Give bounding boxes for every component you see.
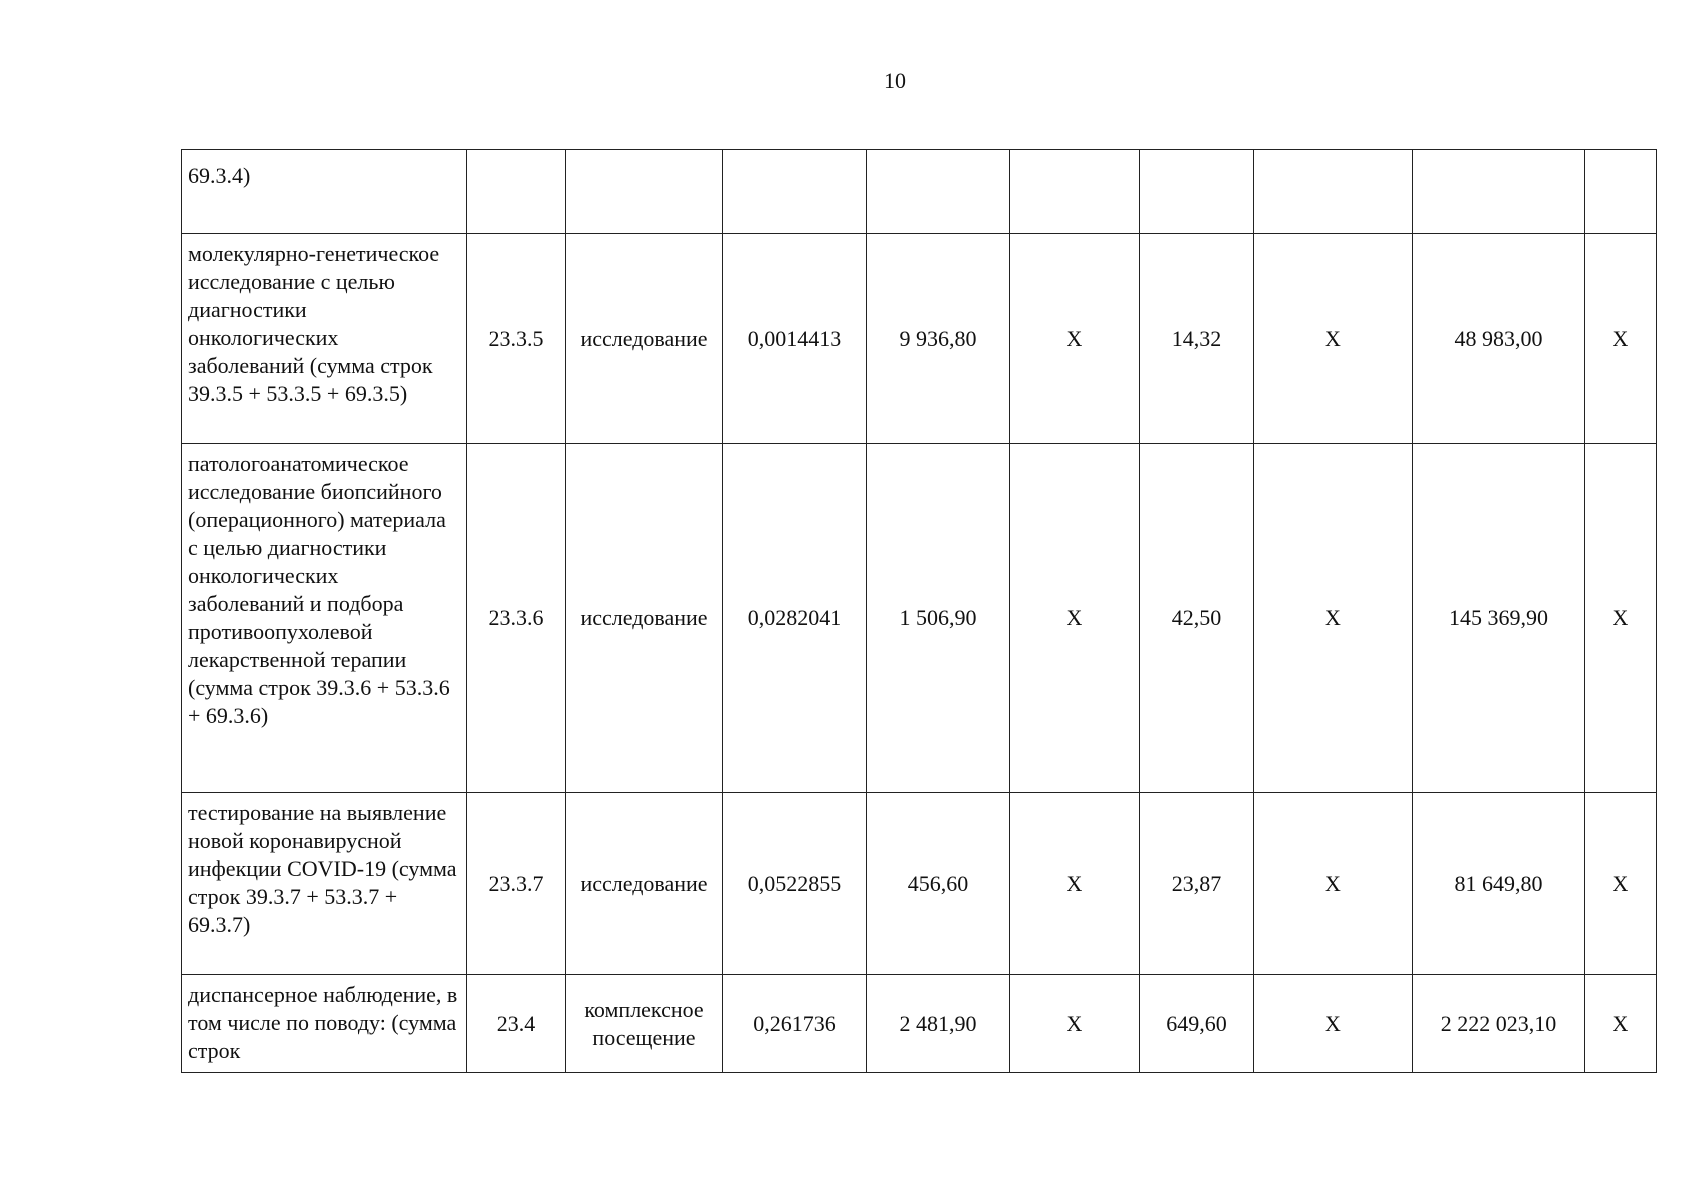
row-total-cell: 2 222 023,10: [1413, 975, 1585, 1073]
row-x-cell: X: [1010, 444, 1140, 793]
row-x-cell: [1254, 150, 1413, 234]
table-row: [182, 444, 1657, 793]
row-x-cell: X: [1254, 975, 1413, 1073]
row-code-cell: 23.3.7: [467, 793, 566, 975]
row-x-cell: X: [1010, 975, 1140, 1073]
row-cost-cell: 456,60: [867, 793, 1010, 975]
row-x-cell: X: [1254, 793, 1413, 975]
row-volume-cell: 0,0014413: [723, 234, 867, 444]
row-total-cell: 81 649,80: [1413, 793, 1585, 975]
row-x-cell: X: [1585, 444, 1657, 793]
row-cost-cell: 9 936,80: [867, 234, 1010, 444]
row-unit-cell: комплексное посещение: [566, 975, 723, 1073]
table-row: [182, 234, 1657, 444]
row-volume-cell: [723, 150, 867, 234]
row-code-cell: 23.4: [467, 975, 566, 1073]
row-cost-cell: 2 481,90: [867, 975, 1010, 1073]
page-number: 10: [884, 68, 906, 93]
row-unit-cell: исследование: [566, 444, 723, 793]
row-code-cell: 23.3.5: [467, 234, 566, 444]
row-x-cell: X: [1254, 444, 1413, 793]
row-total-cell: 145 369,90: [1413, 444, 1585, 793]
table-row: [182, 793, 1657, 975]
row-per-capita-cell: 23,87: [1140, 793, 1254, 975]
row-unit-cell: исследование: [566, 793, 723, 975]
row-per-capita-cell: [1140, 150, 1254, 234]
row-x-cell: X: [1010, 234, 1140, 444]
row-name-cell: патологоанатомическое исследование биопсийного (операционного) материала с целью диагностики онкологических заболеваний и подбора противоопухолевой лекарственной терапии (сумма строк 39.3.6 + 53.3.6 + 69.3.6): [182, 444, 467, 793]
row-volume-cell: 0,0522855: [723, 793, 867, 975]
data-table: [181, 149, 1657, 1073]
row-total-cell: [1413, 150, 1585, 234]
row-cost-cell: 1 506,90: [867, 444, 1010, 793]
row-name-cell: молекулярно-генетическое исследование с целью диагностики онкологических заболеваний (сумма строк 39.3.5 + 53.3.5 + 69.3.5): [182, 234, 467, 444]
row-cost-cell: [867, 150, 1010, 234]
row-volume-cell: 0,0282041: [723, 444, 867, 793]
row-code-cell: 23.3.6: [467, 444, 566, 793]
row-name-cell: диспансерное наблюдение, в том числе по поводу: (сумма строк: [182, 975, 467, 1073]
row-per-capita-cell: 14,32: [1140, 234, 1254, 444]
row-unit-cell: [566, 150, 723, 234]
row-name-cell: тестирование на выявление новой коронавирусной инфекции COVID-19 (сумма строк 39.3.7 + 53.3.7 + 69.3.7): [182, 793, 467, 975]
row-unit-cell: исследование: [566, 234, 723, 444]
row-per-capita-cell: 42,50: [1140, 444, 1254, 793]
row-x-cell: X: [1585, 234, 1657, 444]
row-per-capita-cell: 649,60: [1140, 975, 1254, 1073]
row-x-cell: X: [1010, 793, 1140, 975]
row-x-cell: X: [1585, 793, 1657, 975]
row-x-cell: [1010, 150, 1140, 234]
row-total-cell: 48 983,00: [1413, 234, 1585, 444]
row-name-cell: 69.3.4): [182, 150, 467, 234]
row-x-cell: [1585, 150, 1657, 234]
table-row: [182, 975, 1657, 1073]
table-row: [182, 150, 1657, 234]
row-volume-cell: 0,261736: [723, 975, 867, 1073]
row-x-cell: X: [1254, 234, 1413, 444]
row-code-cell: [467, 150, 566, 234]
row-x-cell: X: [1585, 975, 1657, 1073]
